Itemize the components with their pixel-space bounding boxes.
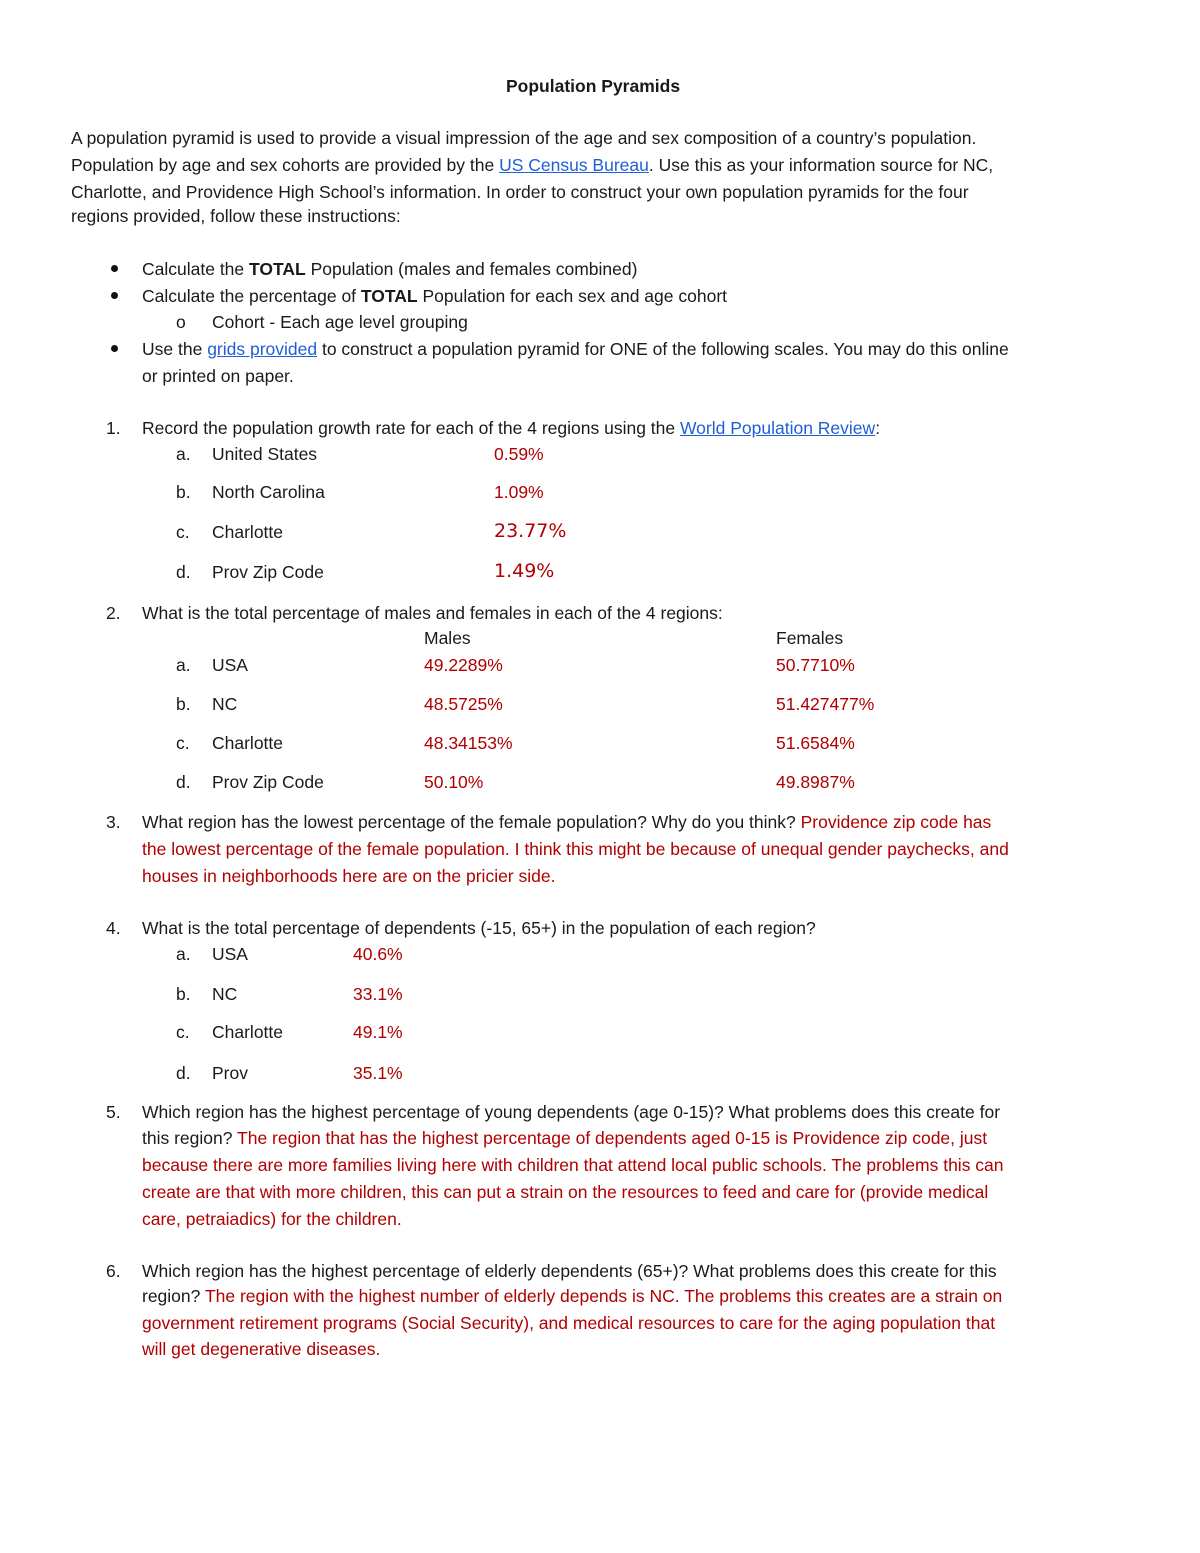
region-label: North Carolina — [212, 482, 325, 502]
answer-text: The region with the highest number of elderly depends is NC. The problems this creates are a strain on — [204, 1286, 1003, 1306]
region-label: USA — [212, 944, 248, 964]
growth-rate-value: 1.49% — [494, 560, 555, 582]
item-letter: c. — [176, 733, 190, 753]
bullet-icon — [111, 345, 118, 352]
question-1-prompt: Record the population growth rate for each of the 4 regions using the — [142, 418, 680, 438]
dependents-value: 35.1% — [353, 1063, 403, 1083]
region-label: Prov — [212, 1063, 248, 1083]
bullet-item-3 — [142, 337, 1009, 361]
region-label: Charlotte — [212, 733, 284, 753]
item-letter: d. — [176, 562, 191, 582]
question-6-prompt: region? — [142, 1286, 205, 1306]
question-number: 1. — [106, 418, 121, 438]
bullet-1-tail: Population (males and females combined) — [305, 259, 638, 279]
growth-rate-value: 1.09% — [494, 482, 544, 502]
bullet-3-tail: to construct a population pyramid for ONE of the following scales. You may do this online — [317, 339, 1009, 359]
item-letter: b. — [176, 482, 191, 502]
item-letter: d. — [176, 772, 191, 792]
females-value: 49.8987% — [776, 772, 855, 792]
males-value: 48.34153% — [424, 733, 513, 753]
bullet-2-text: Calculate the percentage of — [142, 286, 361, 306]
question-5-line-2 — [142, 1126, 987, 1150]
bullet-2-bold: TOTAL — [360, 286, 418, 306]
dependents-value: 33.1% — [353, 984, 403, 1004]
answer-text: government retirement programs (Social Security), and medical resources to care for the aging population that — [142, 1313, 996, 1333]
question-5-prompt: this region? — [142, 1128, 238, 1148]
growth-rate-value: 23.77% — [494, 520, 567, 542]
question-5-line-1: Which region has the highest percentage of young dependents (age 0-15)? What problems does this create for — [142, 1102, 1001, 1122]
region-label: Charlotte — [212, 1022, 284, 1042]
dependents-value: 40.6% — [353, 944, 403, 964]
us-census-bureau-link[interactable]: US Census Bureau — [499, 155, 649, 175]
intro-line-3: Charlotte, and Providence High School’s information. In order to construct your own population pyramids for the four — [71, 182, 969, 202]
item-letter: b. — [176, 984, 191, 1004]
region-label: NC — [212, 984, 238, 1004]
region-label: Charlotte — [212, 522, 284, 542]
question-number: 2. — [106, 603, 121, 623]
males-value: 49.2289% — [424, 655, 503, 675]
item-letter: a. — [176, 944, 191, 964]
question-2-text: What is the total percentage of males and females in each of the 4 regions: — [142, 603, 723, 623]
bullet-item-3-line-2: or printed on paper. — [142, 366, 294, 386]
males-header: Males — [424, 628, 471, 648]
question-number: 6. — [106, 1261, 121, 1281]
sub-bullet-text: Cohort - Each age level grouping — [212, 312, 468, 332]
question-number: 5. — [106, 1102, 121, 1122]
females-value: 51.6584% — [776, 733, 855, 753]
region-label: USA — [212, 655, 248, 675]
region-label: Prov Zip Code — [212, 772, 324, 792]
answer-text: care, petraiadics) for the children. — [142, 1209, 402, 1229]
males-value: 50.10% — [424, 772, 484, 792]
page-title: Population Pyramids — [506, 76, 681, 96]
females-header: Females — [776, 628, 844, 648]
world-population-review-link[interactable]: World Population Review — [679, 418, 876, 438]
sub-bullet-marker: o — [176, 312, 186, 332]
males-value: 48.5725% — [424, 694, 503, 714]
intro-line-2-text: Population by age and sex cohorts are provided by the — [71, 155, 500, 175]
bullet-2-tail: Population for each sex and age cohort — [417, 286, 728, 306]
region-label: NC — [212, 694, 238, 714]
intro-line-4: regions provided, follow these instructions: — [71, 206, 401, 226]
females-value: 50.7710% — [776, 655, 855, 675]
question-1-tail: : — [875, 418, 881, 438]
question-number: 3. — [106, 812, 121, 832]
item-letter: c. — [176, 522, 190, 542]
answer-text: Providence zip code has — [800, 812, 992, 832]
answer-text: will get degenerative diseases. — [142, 1339, 381, 1359]
item-letter: b. — [176, 694, 191, 714]
bullet-1-text: Calculate the — [142, 259, 250, 279]
answer-text: houses in neighborhoods here are on the pricier side. — [142, 866, 556, 886]
intro-line-1: A population pyramid is used to provide a visual impression of the age and sex composition of a country’s population. — [71, 128, 977, 148]
grids-provided-link[interactable]: grids provided — [207, 339, 318, 359]
intro-line-2 — [71, 153, 993, 177]
question-3-prompt: What region has the lowest percentage of the female population? Why do you think? — [142, 812, 801, 832]
intro-line-2-tail: . Use this as your information source for NC, — [648, 155, 994, 175]
item-letter: a. — [176, 444, 191, 464]
question-1-text — [142, 416, 880, 440]
region-label: United States — [212, 444, 318, 464]
item-letter: d. — [176, 1063, 191, 1083]
region-label: Prov Zip Code — [212, 562, 324, 582]
item-letter: a. — [176, 655, 191, 675]
bullet-item-1 — [142, 257, 637, 281]
answer-text: because there are more families living here with children that attend local public schools. The problems this can — [142, 1155, 1004, 1175]
growth-rate-value: 0.59% — [494, 444, 544, 464]
question-4-text: What is the total percentage of dependents (-15, 65+) in the population of each region? — [142, 918, 816, 938]
bullet-icon — [111, 265, 118, 272]
question-3-line-1 — [142, 810, 991, 834]
answer-text: create are that with more children, this can put a strain on the resources to feed and care for (provide medical — [142, 1182, 989, 1202]
bullet-3-text: Use the — [142, 339, 208, 359]
bullet-icon — [111, 292, 118, 299]
item-letter: c. — [176, 1022, 190, 1042]
dependents-value: 49.1% — [353, 1022, 403, 1042]
answer-text: the lowest percentage of the female population. I think this might be because of unequal gender paychecks, and — [142, 839, 1009, 859]
answer-text: The region that has the highest percentage of dependents aged 0-15 is Providence zip code, just — [237, 1128, 988, 1148]
females-value: 51.427477% — [776, 694, 875, 714]
question-6-line-1: Which region has the highest percentage of elderly dependents (65+)? What problems does this create for this — [142, 1261, 997, 1281]
bullet-item-2 — [142, 284, 727, 308]
question-6-line-2 — [142, 1284, 1002, 1308]
question-number: 4. — [106, 918, 121, 938]
bullet-1-bold: TOTAL — [249, 259, 306, 279]
